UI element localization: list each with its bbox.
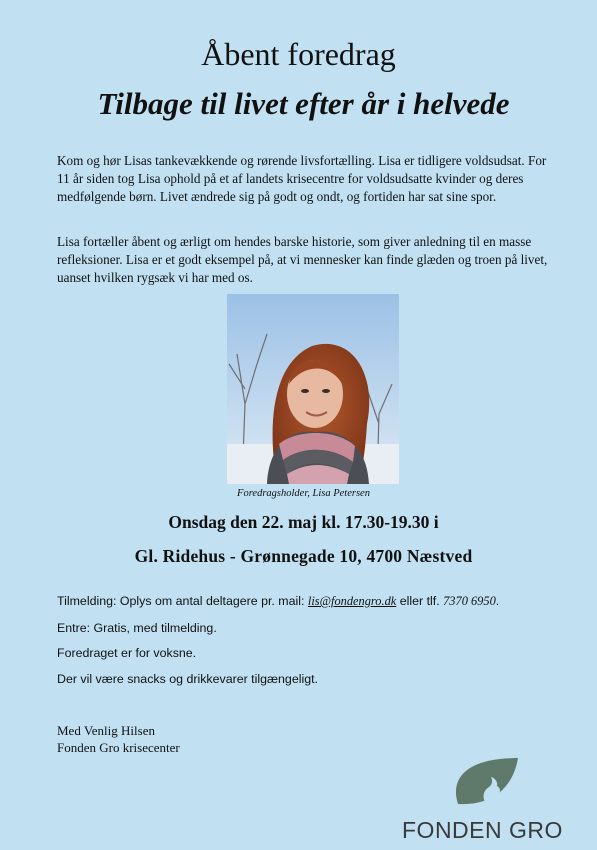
- photo-caption: Foredragsholder, Lisa Petersen: [237, 488, 370, 499]
- logo-text: FONDEN GRO: [402, 817, 563, 843]
- snacks-info: Der vil være snacks og drikkevarer tilgængeligt.: [57, 672, 318, 686]
- signature-organization: Fonden Gro krisecenter: [57, 740, 180, 755]
- audience-info: Foredraget er for voksne.: [57, 646, 197, 660]
- phone-number: 7370 6950: [443, 594, 496, 608]
- page-subtitle: Tilbage til livet efter år i helvede: [97, 86, 510, 121]
- intro-paragraph: Kom og hør Lisas tankevækkende og rørende livsfortælling. Lisa er tidligere voldsudsat. For 11 år siden tog Lisa ophold på et af landets krisecentre for voldsudsatte kvinder og deres medfølgende børn. Livet ændrede sig på godt og ondt, og fortiden har sat sine spor.: [57, 153, 547, 205]
- event-date-time: Onsdag den 22. maj kl. 17.30-19.30 i: [168, 512, 439, 532]
- story-paragraph: Lisa fortæller åbent og ærligt om hendes barske historie, som giver anledning til en masse refleksioner. Lisa er et godt eksempel på, at vi mennesker kan finde glæden og troen på livet, uanset hvilken rygsæk vi har med os.: [57, 234, 548, 286]
- registration-info: [57, 593, 577, 609]
- entry-info: Entre: Gratis, med tilmelding.: [57, 621, 217, 635]
- signature-greeting: Med Venlig Hilsen: [57, 723, 155, 738]
- registration-prefix: Tilmelding: Oplys om antal deltagere pr. mail:: [57, 594, 308, 608]
- page-title: Åbent foredrag: [201, 36, 396, 72]
- speaker-photo: [227, 294, 399, 484]
- email-link[interactable]: lis@fondengro.dk: [307, 594, 397, 608]
- registration-mid: eller tlf.: [396, 594, 444, 608]
- event-location: Gl. Ridehus - Grønnegade 10, 4700 Næstved: [134, 546, 473, 566]
- registration-suffix: .: [495, 594, 500, 608]
